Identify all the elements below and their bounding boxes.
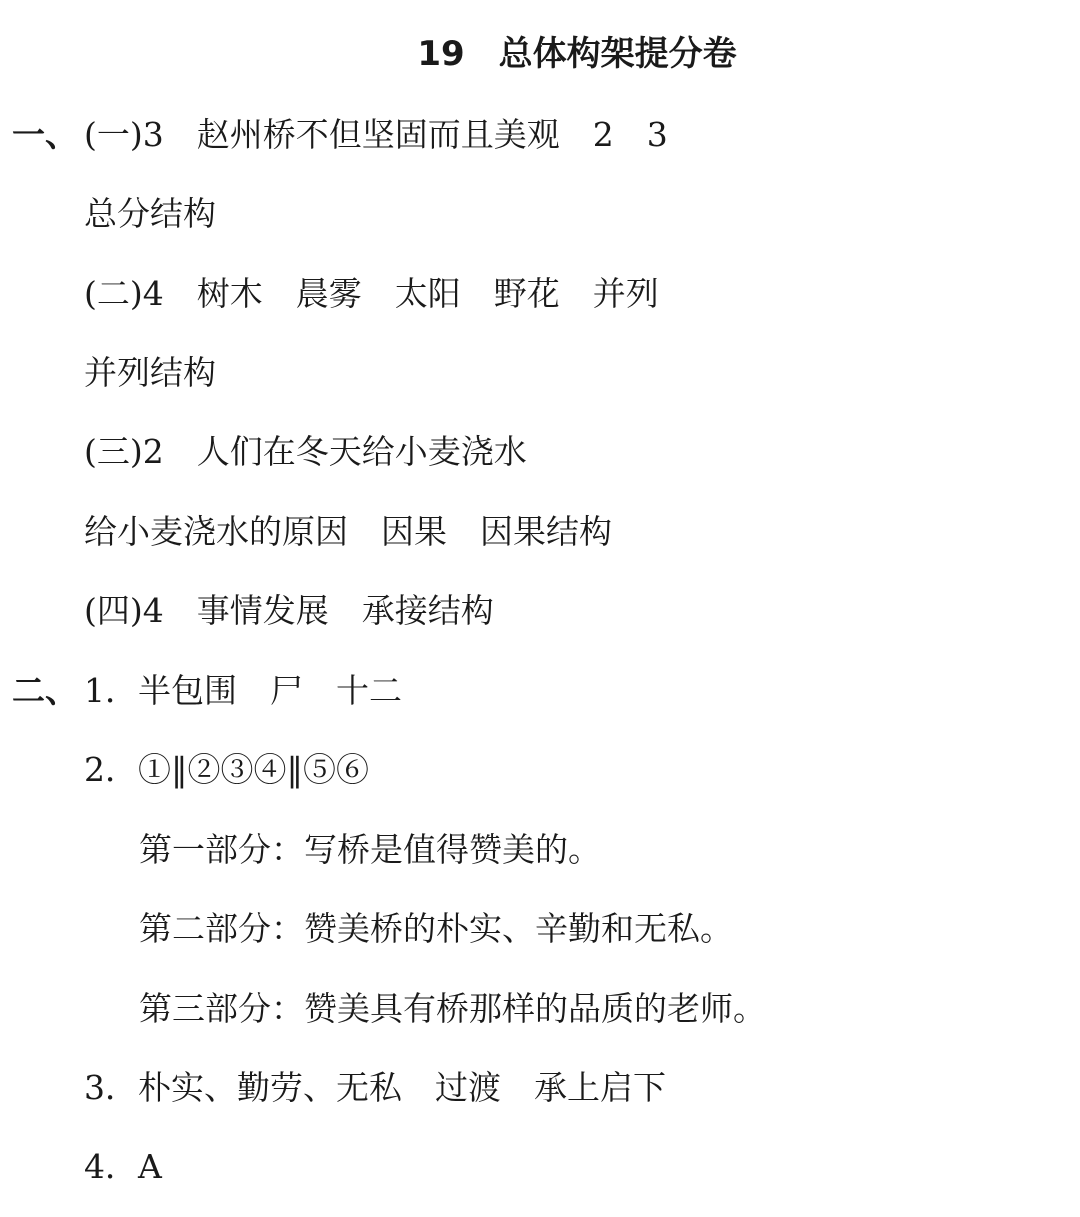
answer-line: 并列结构 <box>84 353 216 392</box>
answer-line: 给小麦浇水的原因 因果 因果结构 <box>84 512 612 551</box>
answer-line: 4．A <box>84 1147 162 1186</box>
answer-line: (二)4 树木 晨雾 太阳 野花 并列 <box>84 274 659 313</box>
answer-line: (四)4 事情发展 承接结构 <box>84 591 494 630</box>
answer-line: (三)2 人们在冬天给小麦浇水 <box>84 432 527 471</box>
answer-line: 2．①‖②③④‖⑤⑥ <box>84 750 369 789</box>
answer-line: 第二部分：赞美桥的朴实、辛勤和无私。 <box>139 909 733 948</box>
answer-line: 3．朴实、勤劳、无私 过渡 承上启下 <box>84 1068 666 1107</box>
answer-line: (一)3 赵州桥不但坚固而且美观 2 3 <box>84 115 668 154</box>
page-title: 19 总体构架提分卷 <box>417 34 737 74</box>
answer-line: 第一部分：写桥是值得赞美的。 <box>139 830 601 869</box>
answer-line: 总分结构 <box>84 194 216 233</box>
section-one-marker: 一、 <box>12 115 78 154</box>
answer-line: 1．半包围 尸 十二 <box>84 671 402 710</box>
section-two-marker: 二、 <box>12 671 78 710</box>
answer-line: 第三部分：赞美具有桥那样的品质的老师。 <box>139 989 766 1028</box>
